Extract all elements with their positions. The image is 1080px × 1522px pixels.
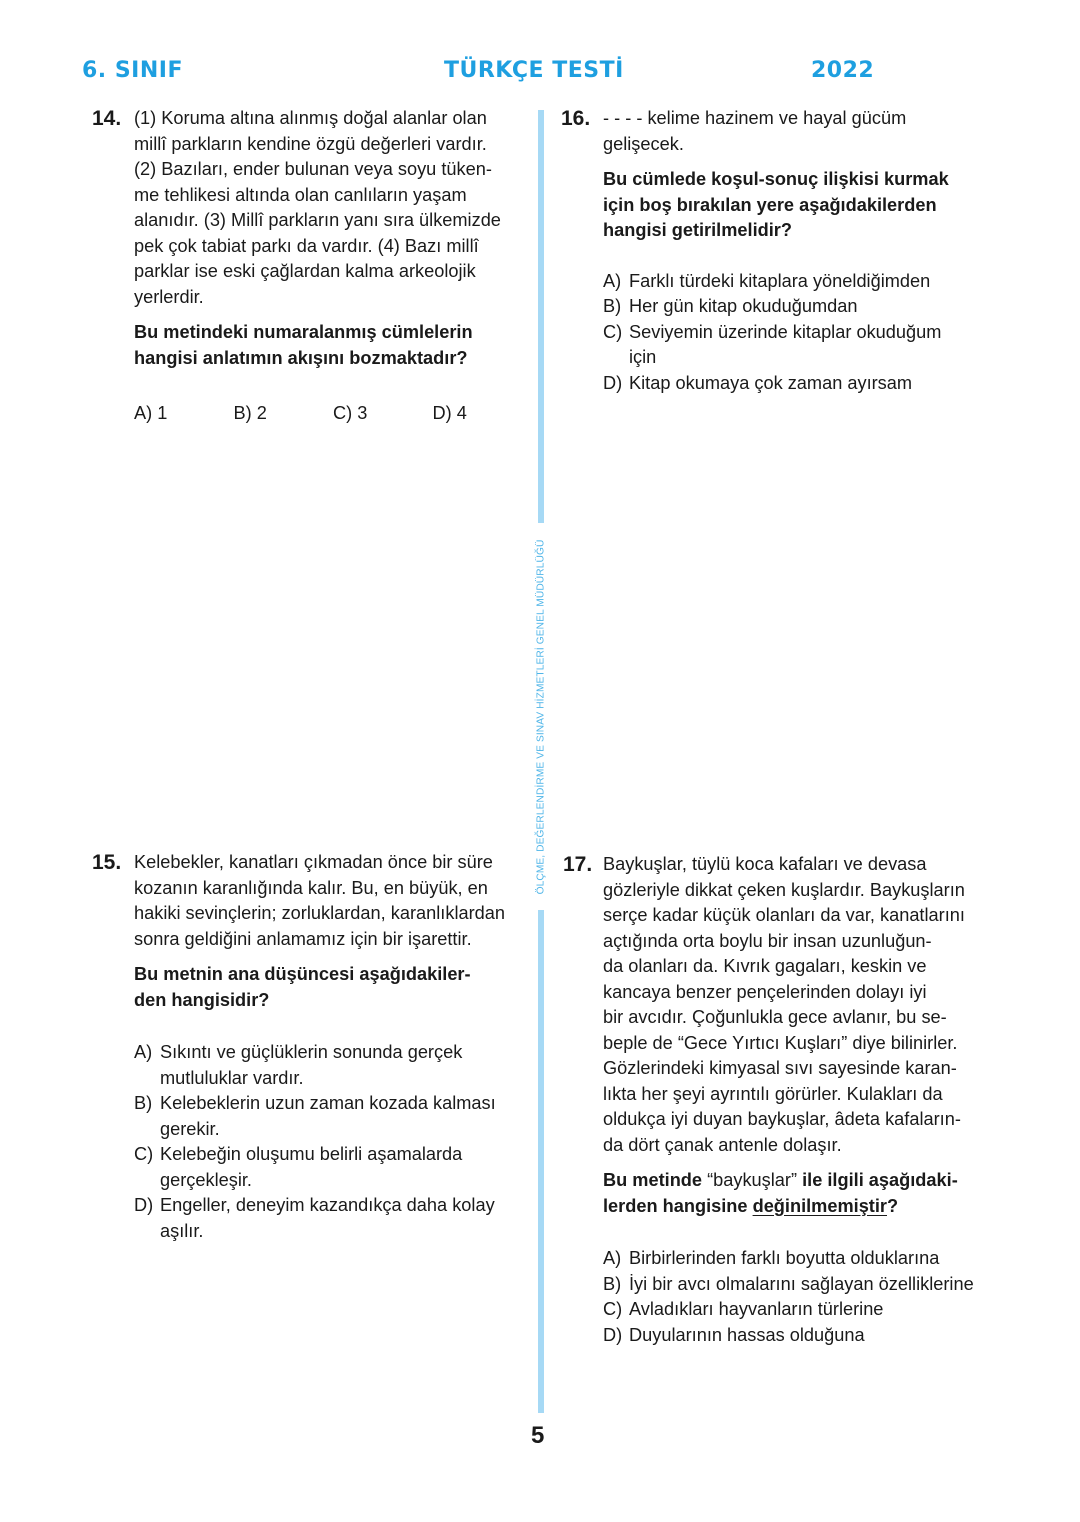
stem-line: gözleriyle dikkat çeken kuşlardır. Baykuşların: [603, 879, 965, 900]
prompt-line: hangisi anlatımın akışını bozmaktadır?: [134, 347, 468, 368]
question-number: 17.: [563, 853, 593, 876]
stem-line: beple de “Gece Yırtıcı Kuşları” diye bilinirler.: [603, 1032, 958, 1053]
option-label: C): [134, 1144, 154, 1164]
option-c[interactable]: C) 3: [333, 403, 368, 423]
stem-line: Kelebekler, kanatları çıkmadan önce bir süre: [134, 852, 493, 872]
stem-line: da olanları da. Kıvrık gagaları, keskin ve: [603, 956, 927, 976]
prompt-bold: ile ilgili aşağıdaki-: [802, 1170, 958, 1190]
option-label: B): [603, 1273, 622, 1294]
question-stem: [134, 106, 532, 310]
question-stem: [603, 106, 1011, 157]
option-d[interactable]: D) 4: [432, 403, 467, 423]
option-label: A): [134, 1042, 153, 1062]
answer-options: [603, 1246, 1013, 1348]
option-text: Kelebeğin oluşumu belirli aşamalarda: [160, 1144, 463, 1164]
stem-line: kancaya benzer pençelerinden dolayı iyi: [603, 981, 927, 1002]
option-text: gerçekleşir.: [160, 1169, 252, 1190]
question-17: [563, 852, 1013, 1348]
stem-line: pek çok tabiat parkı da vardır. (4) Bazı millî: [134, 235, 479, 256]
option-text: Kelebeklerin uzun zaman kozada kalması: [160, 1093, 496, 1113]
prompt-quoted-term: “baykuşlar”: [702, 1170, 803, 1190]
option-text: Kitap okumaya çok zaman ayırsam: [629, 372, 913, 393]
option-b[interactable]: [134, 1091, 532, 1142]
stem-line: da dört çanak antenle dolaşır.: [603, 1134, 842, 1155]
option-a[interactable]: [603, 1246, 1013, 1272]
stem-line: lıkta her şeyi ayrıntılı görürler. Kulakları da: [603, 1083, 943, 1104]
option-d[interactable]: [134, 1193, 532, 1244]
question-number: 15.: [92, 851, 122, 874]
stem-line: (1) Koruma altına alınmış doğal alanlar olan: [134, 108, 487, 128]
answer-options: [603, 269, 1011, 397]
stem-line: parklar ise eski çağlardan kalma arkeolojik: [134, 261, 476, 281]
page-number: 5: [531, 1422, 545, 1449]
option-text: için: [629, 347, 657, 367]
publisher-vertical-text: ÖLÇME, DEĞERLENDİRME VE SINAV HİZMETLERİ GENEL MÜDÜRLÜĞÜ: [535, 539, 547, 895]
option-c[interactable]: [603, 1297, 1013, 1323]
stem-line: alanıdır. (3) Millî parkların yanı sıra ülkemizde: [134, 210, 501, 230]
option-d[interactable]: [603, 1323, 1013, 1349]
prompt-line: için boş bırakılan yere aşağıdakilerden: [603, 194, 937, 215]
stem-line: oldukça iyi duyan baykuşlar, âdeta kafaların-: [603, 1109, 961, 1129]
stem-line: sonra geldiğini anlamamız için bir işarettir.: [134, 928, 472, 949]
question-prompt: [134, 320, 532, 371]
option-label: C): [603, 1299, 623, 1319]
prompt-underlined-keyword: değinilmemiştir: [752, 1195, 887, 1216]
prompt-line: [603, 1194, 1013, 1220]
option-b[interactable]: [603, 1272, 1013, 1298]
stem-line: serçe kadar küçük olanları da var, kanatlarını: [603, 905, 965, 925]
prompt-line: [603, 1168, 1013, 1194]
stem-line: bir avcıdır. Çoğunlukla gece avlanır, bu se-: [603, 1007, 947, 1027]
grade-label: 6. SINIF: [82, 58, 183, 83]
option-c[interactable]: [134, 1142, 532, 1193]
column-divider-bottom: [538, 910, 544, 1413]
prompt-line: hangisi getirilmelidir?: [603, 220, 792, 240]
stem-line: (2) Bazıları, ender bulunan veya soyu tüken-: [134, 159, 492, 179]
question-16: [561, 106, 1011, 396]
stem-line: kozanın karanlığında kalır. Bu, en büyük, en: [134, 877, 488, 898]
option-label: A): [603, 1248, 622, 1268]
option-label: D): [134, 1195, 154, 1215]
option-text: mutluluklar vardır.: [160, 1067, 304, 1088]
option-label: B): [134, 1093, 153, 1113]
option-text: Duyularının hassas olduğuna: [629, 1324, 865, 1345]
question-prompt: [603, 1168, 1013, 1219]
prompt-bold: ?: [887, 1195, 899, 1216]
stem-line: millî parkların kendine özgü değerleri vardır.: [134, 133, 487, 154]
question-stem: [603, 852, 1013, 1158]
stem-line: yerlerdir.: [134, 286, 204, 307]
question-prompt: [603, 167, 1011, 244]
prompt-line: den hangisidir?: [134, 989, 270, 1010]
option-b[interactable]: [603, 294, 1011, 320]
question-15: [92, 850, 532, 1244]
option-text: gerekir.: [160, 1118, 220, 1139]
option-label: B): [603, 296, 622, 316]
option-text: Seviyemin üzerinde kitaplar okuduğum: [629, 321, 942, 342]
prompt-line: Bu metindeki numaralanmış cümlelerin: [134, 322, 473, 342]
stem-line: gelişecek.: [603, 133, 684, 154]
option-text: Birbirlerinden farklı boyutta olduklarına: [629, 1248, 940, 1268]
option-a[interactable]: [603, 269, 1011, 295]
test-title: TÜRKÇE TESTİ: [444, 58, 624, 83]
option-text: İyi bir avcı olmalarını sağlayan özelliklerine: [629, 1273, 974, 1294]
stem-line: Baykuşlar, tüylü koca kafaları ve devasa: [603, 854, 927, 874]
stem-line: - - - - kelime hazinem ve hayal gücüm: [603, 108, 907, 128]
question-prompt: [134, 962, 532, 1013]
prompt-bold: lerden hangisine: [603, 1195, 753, 1216]
answer-options: [134, 1040, 532, 1244]
option-text: Sıkıntı ve güçlüklerin sonunda gerçek: [160, 1042, 463, 1062]
option-c[interactable]: [603, 320, 1011, 371]
option-text: aşılır.: [160, 1220, 204, 1241]
option-label: A): [603, 270, 622, 291]
option-text: Engeller, deneyim kazandıkça daha kolay: [160, 1195, 495, 1215]
stem-line: me tehlikesi altında olan canlıların yaşam: [134, 184, 467, 205]
prompt-line: Bu metnin ana düşüncesi aşağıdakiler-: [134, 964, 471, 984]
question-number: 14.: [92, 107, 122, 130]
answer-options: [134, 401, 532, 427]
option-b[interactable]: B) 2: [233, 403, 267, 423]
option-a[interactable]: [134, 1040, 532, 1091]
option-text: Her gün kitap okuduğumdan: [629, 296, 858, 316]
option-label: D): [603, 372, 623, 393]
option-label: C): [603, 321, 623, 342]
stem-line: Gözlerindeki kimyasal sıvı sayesinde karan-: [603, 1058, 957, 1078]
question-number: 16.: [561, 107, 591, 130]
question-stem: [134, 850, 532, 952]
year-label: 2022: [811, 58, 875, 83]
prompt-line: Bu cümlede koşul-sonuç ilişkisi kurmak: [603, 169, 949, 189]
prompt-bold: Bu metinde: [603, 1170, 703, 1190]
stem-line: açtığında orta boylu bir insan uzunluğun-: [603, 930, 932, 951]
option-label: D): [603, 1324, 623, 1345]
option-a[interactable]: A) 1: [134, 403, 168, 423]
question-14: [92, 106, 532, 427]
option-text: Avladıkları hayvanların türlerine: [629, 1299, 884, 1319]
option-text: Farklı türdeki kitaplara yöneldiğimden: [629, 270, 931, 291]
stem-line: hakiki sevinçlerin; zorluklardan, karanlıklardan: [134, 903, 505, 923]
column-divider-top: [538, 110, 544, 523]
option-d[interactable]: [603, 371, 1011, 397]
